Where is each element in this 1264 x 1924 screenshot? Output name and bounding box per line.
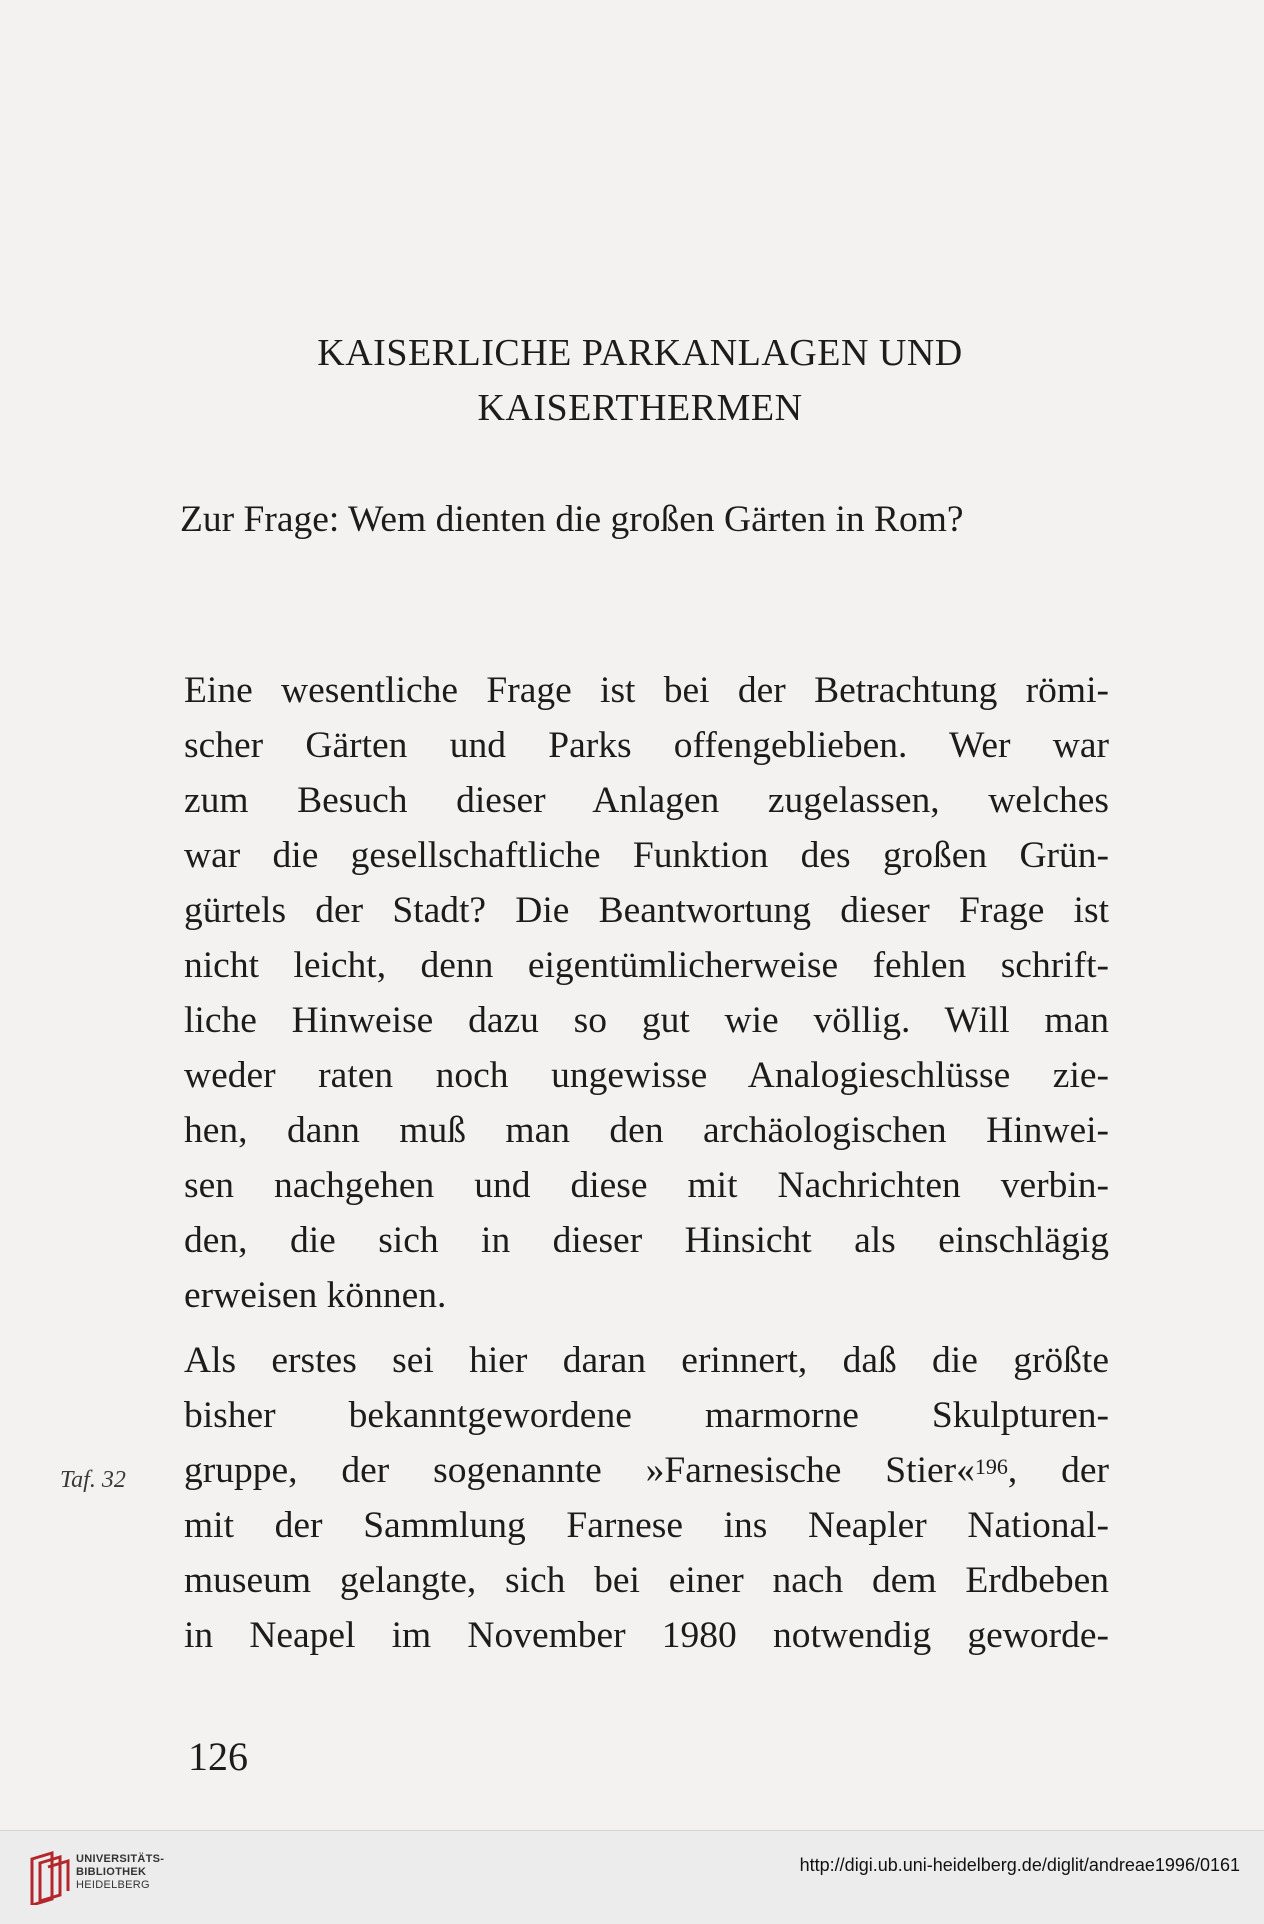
body-line: in Neapel im November 1980 notwendig geworde- [184, 1615, 1109, 1656]
body-line-with-footnote [184, 1443, 1109, 1499]
body-line: nicht leicht, denn eigentümlicherweise fehlen schrift- [184, 945, 1109, 986]
library-logo-text [76, 1853, 164, 1892]
body-line: zum Besuch dieser Anlagen zugelassen, welches [184, 780, 1109, 821]
body-line: weder raten noch ungewisse Analogieschlüsse zie- [184, 1055, 1109, 1096]
chapter-heading-line-2: KAISERTHERMEN [477, 387, 803, 429]
page-number: 126 [188, 1734, 248, 1779]
body-line-text: gruppe, der sogenannte »Farnesische Stier« [184, 1450, 975, 1491]
section-subheading: Zur Frage: Wem dienten die großen Gärten in Rom? [180, 499, 964, 540]
body-line: Eine wesentliche Frage ist bei der Betrachtung römi- [184, 670, 1109, 711]
body-line: war die gesellschaftliche Funktion des großen Grün- [184, 835, 1109, 876]
body-line: bisher bekanntgewordene marmorne Skulpturen- [184, 1395, 1109, 1436]
logo-line-2: BIBLIOTHEK [76, 1866, 147, 1878]
body-line: den, die sich in dieser Hinsicht als einschlägig [184, 1220, 1109, 1261]
body-line: mit der Sammlung Farnese ins Neapler National- [184, 1505, 1109, 1546]
logo-line-1: UNIVERSITÄTS- [76, 1853, 165, 1865]
body-line: scher Gärten und Parks offengeblieben. Wer war [184, 725, 1109, 766]
body-line: museum gelangte, sich bei einer nach dem Erdbeben [184, 1560, 1109, 1601]
source-url[interactable]: http://digi.ub.uni-heidelberg.de/diglit/andreae1996/0161 [799, 1855, 1240, 1875]
body-line: Als erstes sei hier daran erinnert, daß die größte [184, 1340, 1109, 1381]
body-line: erweisen können. [184, 1275, 447, 1316]
library-logo-icon [28, 1849, 72, 1905]
logo-line-3: HEIDELBERG [76, 1879, 150, 1891]
chapter-heading-line-1: KAISERLICHE PARKANLAGEN UND [317, 332, 963, 374]
footnote-reference: 196 [974, 1454, 1008, 1479]
body-line: hen, dann muß man den archäologischen Hinwei- [184, 1110, 1109, 1151]
body-line: liche Hinweise dazu so gut wie völlig. Will man [184, 1000, 1109, 1041]
body-line-suffix: , der [1007, 1450, 1109, 1491]
body-line: gürtels der Stadt? Die Beantwortung dieser Frage ist [184, 890, 1109, 931]
body-line: sen nachgehen und diese mit Nachrichten verbin- [184, 1165, 1109, 1206]
digitization-footer [0, 1830, 1264, 1924]
marginal-plate-reference: Taf. 32 [60, 1467, 126, 1493]
